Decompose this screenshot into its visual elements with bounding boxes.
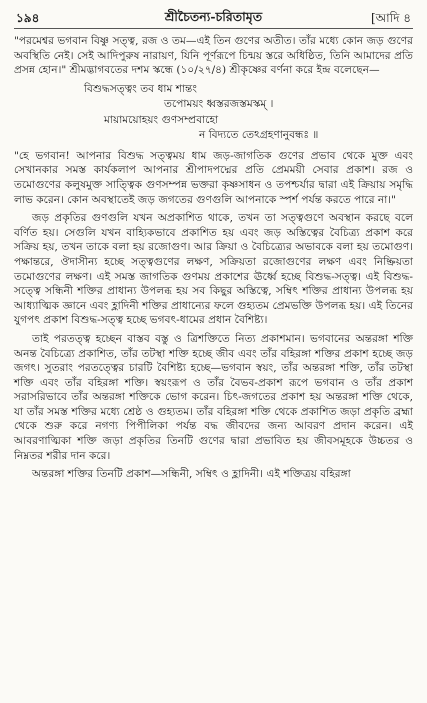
chapter-section: [আদি ৪ bbox=[370, 11, 411, 25]
paragraph-3: জড় প্রকৃতির গুণগুলি যখন অপ্রকাশিত থাকে, তখন তা সত্ত্বগুণে অবস্থান করছে বলে বর্ণিত হয়। সেগুলি যখন বাহ্যিকভাবে প্রকাশিত হয় এবং জড় অস্তিত্বের বৈচিত্র্য প্রকাশ করে সক্রিয় হয়, তখন তাকে বলা হয় রজোগুণ। আর ক্রিয়া ও বৈচিত্র্যের অভাবকে বলা হয় তমোগুণ। পক্ষান্তরে, ঔদাসীন্য হচ্ছে সত্ত্বগুণের লক্ষণ, সক্রিয়তা রজোগুণের লক্ষণ এবং নিষ্ক্রিয়তা তমোগুণের লক্ষণ। এই সমস্ত জাগতিক গুণময় প্রকাশের ঊর্ধ্বে হচ্ছে বিশুদ্ধ-সত্ত্ব। এই বিশুদ্ধ-সত্ত্বে সন্ধিনী শক্তির প্রাধান্য উপলব্ধ হয় সব কিছুর অস্তিত্বে, সম্বিৎ শক্তির প্রাধান্য উপলব্ধ হয় আধ্যাত্মিক জ্ঞানে এবং হ্লাদিনী শক্তির প্রাধান্যের ফলে গুহ্যতম প্রেমভক্তি উপলব্ধ হয়। এই তিনের যুগপৎ প্রকাশ বিশুদ্ধ-সত্ত্ব হচ্ছে ভগবৎ-ধামের প্রধান বৈশিষ্ট্য। bbox=[14, 212, 413, 327]
page-number: ১৯৪ bbox=[16, 11, 40, 25]
paragraph-2: "হে ভগবান! আপনার বিশুদ্ধ সত্ত্বময় ধাম জড়-জাগতিক গুণের প্রভাব থেকে মুক্ত এবং সেখানকার সমস্ত কার্যকলাপ আপনার শ্রীপাদপদ্মের প্রতি প্রেমময়ী সেবার প্রকাশ। রজ ও তমোগুণের কলুষমুক্ত সাত্ত্বিক গুণসম্পন্ন ভক্তরা কৃষ্ণসাধন ও তপশ্চর্যার দ্বারা এই ক্রিয়ায় সমৃদ্ধি লাভ করেন। কোন অবস্থাতেই জড় জগতের গুণগুলি আপনাকে স্পর্শ পর্যন্ত করতে পারে না।" bbox=[14, 149, 413, 206]
verse-line-3: মায়াময়োহয়ং গুণসম্প্রবাহো bbox=[104, 113, 219, 126]
sanskrit-verse bbox=[14, 82, 413, 144]
paragraph-1: "পরমেশ্বর ভগবান বিষ্ণু সত্ত্ব, রজ ও তম—এই তিন গুণের অতীত। তাঁর মধ্যে কোন জড় গুণের অবস্থিতি নেই। সেই আদিপুরুষ নারায়ণ, যিনি পূর্ণরূপে চিন্ময় স্তরে অধিষ্ঠিত, তিনি আমাদের প্রতি প্রসন্ন হোন।" শ্রীমদ্ভাগবতের দশম স্কন্ধে (১০/২৭/৪) শ্রীকৃষ্ণের বর্ণনা করে ইন্দ্র বলেছেন— bbox=[14, 35, 413, 77]
paragraph-5: অন্তরঙ্গা শক্তির তিনটি প্রকাশ—সন্ধিনী, সম্বিৎ ও হ্লাদিনী। এই শক্তিত্রয় বহিরঙ্গা bbox=[32, 468, 351, 481]
book-title: শ্রীচৈতন্য-চরিতামৃত bbox=[164, 9, 263, 24]
verse-line-4: ন বিদ্যতে তেঽগ্রহণানুবন্ধঃ ॥ bbox=[199, 129, 319, 142]
verse-line-2: তপোময়ং ধ্বস্তরজস্তমস্কম্ । bbox=[164, 98, 274, 111]
page-header bbox=[14, 8, 413, 29]
paragraph-4: তাই পরতত্ত্ব হচ্ছেন বাস্তব বস্তু ও ত্রিশক্তিতে নিত্য প্রকাশমান। ভগবানের অন্তরঙ্গা শক্তি অনন্ত বৈচিত্র্যে প্রকাশিত, তাঁর তটস্থা শক্তি হচ্ছে জীব এবং তাঁর বহিরঙ্গা শক্তির প্রকাশ হচ্ছে জড় জগৎ। সুতরাং পরতত্ত্বের চারটি বৈশিষ্ট্য হচ্ছে—ভগবান স্বয়ং, তাঁর অন্তরঙ্গা শক্তি, তাঁর তটস্থা শক্তি এবং তাঁর বহিরঙ্গা শক্তি। স্বয়ংরূপ ও তাঁর বৈভব-প্রকাশ রূপে ভগবান ও তাঁর প্রকাশ সরাসরিভাবে তাঁর অন্তরঙ্গা শক্তিকে ভোগ করেন। চিৎ-জগতের প্রকাশ হয় অন্তরঙ্গা শক্তি থেকে, যা তাঁর সমস্ত শক্তির মধ্যে শ্রেষ্ঠ ও গুহ্যতম। তাঁর বহিরঙ্গা শক্তি থেকে প্রকাশিত জড়া প্রকৃতি ব্রহ্মা থেকে শুরু করে নগণ্য পিপীলিকা পর্যন্ত বদ্ধ জীবদের জন্য আবরণ প্রদান করেন। এই আবরণাত্মিকা শক্তি জড়া প্রকৃতির তিনটি গুণের দ্বারা প্রভাবিত হয় জীবসমূহকে উচ্চতর ও নিম্নতর শরীর দান করে। bbox=[14, 332, 413, 462]
verse-line-1: বিশুদ্ধসত্ত্বং তব ধাম শান্তং bbox=[84, 82, 197, 95]
